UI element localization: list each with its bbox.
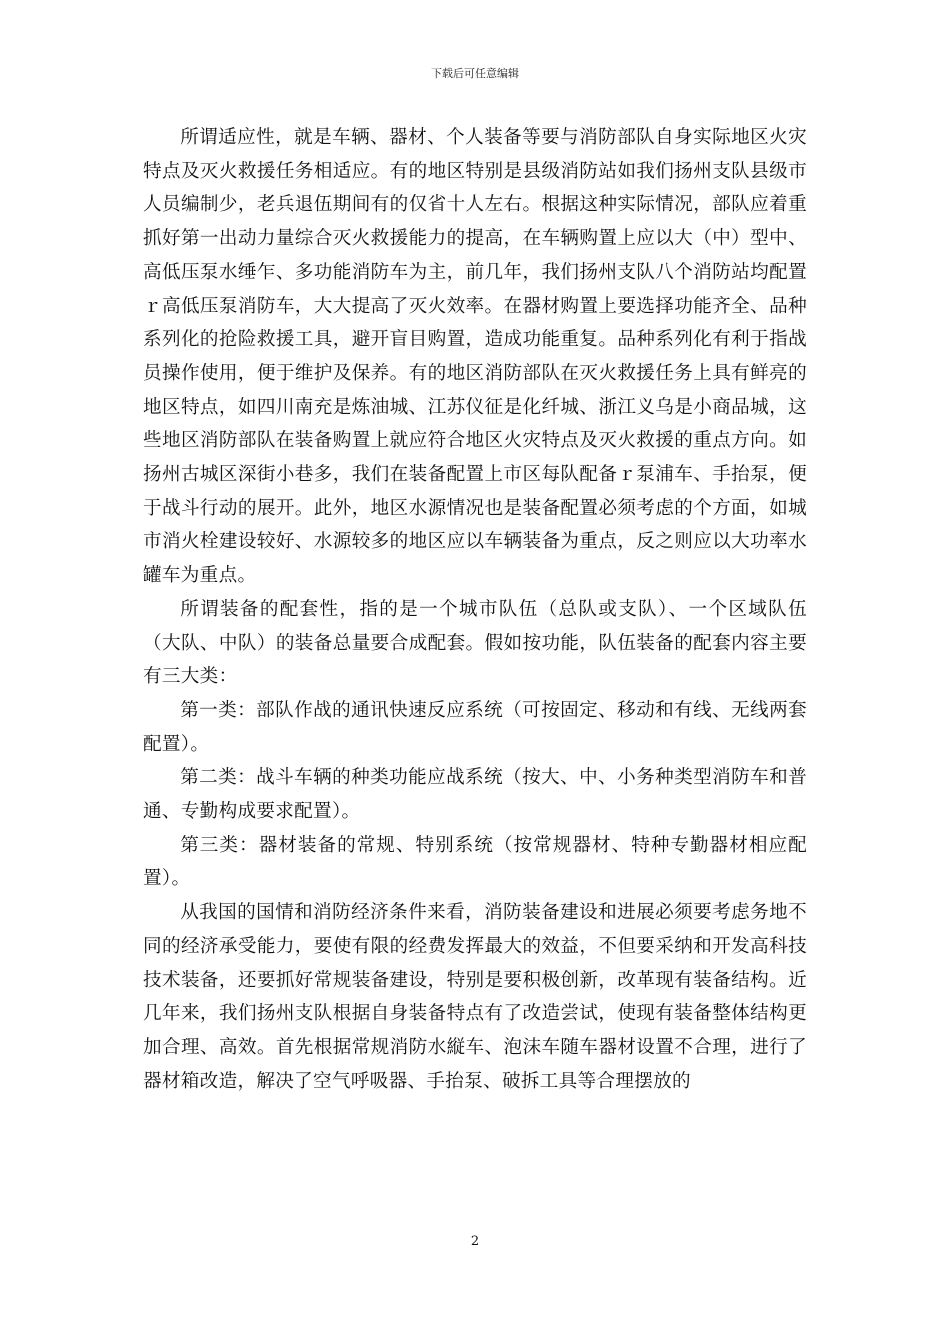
paragraph-category-one: 第一类：部队作战的通讯快速反应系统（可按固定、移动和有线、无线两套配置）。 bbox=[143, 699, 807, 755]
paragraph-category-two: 第二类：战斗车辆的种类功能应战系统（按大、中、小务种类型消防车和普通、专勤构成要求配置）。 bbox=[143, 767, 807, 823]
paragraph-category-three: 第三类：器材装备的常规、特别系统（按常规器材、特种专勤器材相应配置）。 bbox=[143, 834, 807, 890]
paragraph-adaptability: 所谓适应性，就是车辆、器材、个人装备等要与消防部队自身实际地区火灾特点及灭火救援任务相适应。有的地区特别是县级消防站如我们扬州支队县级市人员编制少，老兵退伍期间有的仅省十人左右。根据这种实际情况，部队应着重抓好第一出动力量综合灭火救援能力的提高，在车辆购置上应以大（中）型中、高低压泵水缍乍、多功能消防车为主，前几年，我们扬州支队八个消防站均配置ｒ高低压泵消防车，大大提高了灭火效率。在器材购置上要选择功能齐全、品种系列化的抢险救援工具，避开盲目购置，造成功能重复。品种系列化有利于指战员操作使用，便于维护及保养。有的地区消防部队在灭火救援任务上具有鲜亮的地区特点，如四川南充是炼油城、江苏仪征是化纤城、浙江义乌是小商品城，这些地区消防部队在装备购置上就应符合地区火灾特点及灭火救援的重点方向。如扬州古城区深街小巷多，我们在装备配置上市区每队配备ｒ泵浦车、手抬泵，便于战斗行动的展开。此外，地区水源情况也是装备配置必须考虑的个方面，如城市消火栓建设较好、水源较多的地区应以车辆装备为重点，反之则应以大功率水罐车为重点。 bbox=[143, 127, 807, 587]
paragraph-completeness: 所谓装备的配套性，指的是一个城市队伍（总队或支队）、一个区域队伍（大队、中队）的装备总量要合成配套。假如按功能，队伍装备的配套内容主要有三大类： bbox=[143, 598, 807, 688]
page-header: 下载后可任意编辑 bbox=[431, 67, 519, 80]
paragraph-economic-conditions: 从我国的国情和消防经济条件来看，消防装备建设和进展必须要考虑务地不同的经济承受能力，要使有限的经费发挥最大的效益，不但要采纳和开发高科技技术装备，还要抓好常规装备建设，特别是要积极创新，改革现有装备结构。近几年来，我们扬州支队根据自身装备特点有了改造尝试，使现有装备整体结构更加合理、高效。首先根据常规消防水縦车、泡沫车随车器材设置不合理，进行了器材箱改造，解决了空气呼吸器、手抬泵、破拆工具等合理摆放的 bbox=[143, 902, 807, 1092]
document-body bbox=[143, 121, 807, 1098]
page-number: 2 bbox=[470, 1234, 480, 1249]
